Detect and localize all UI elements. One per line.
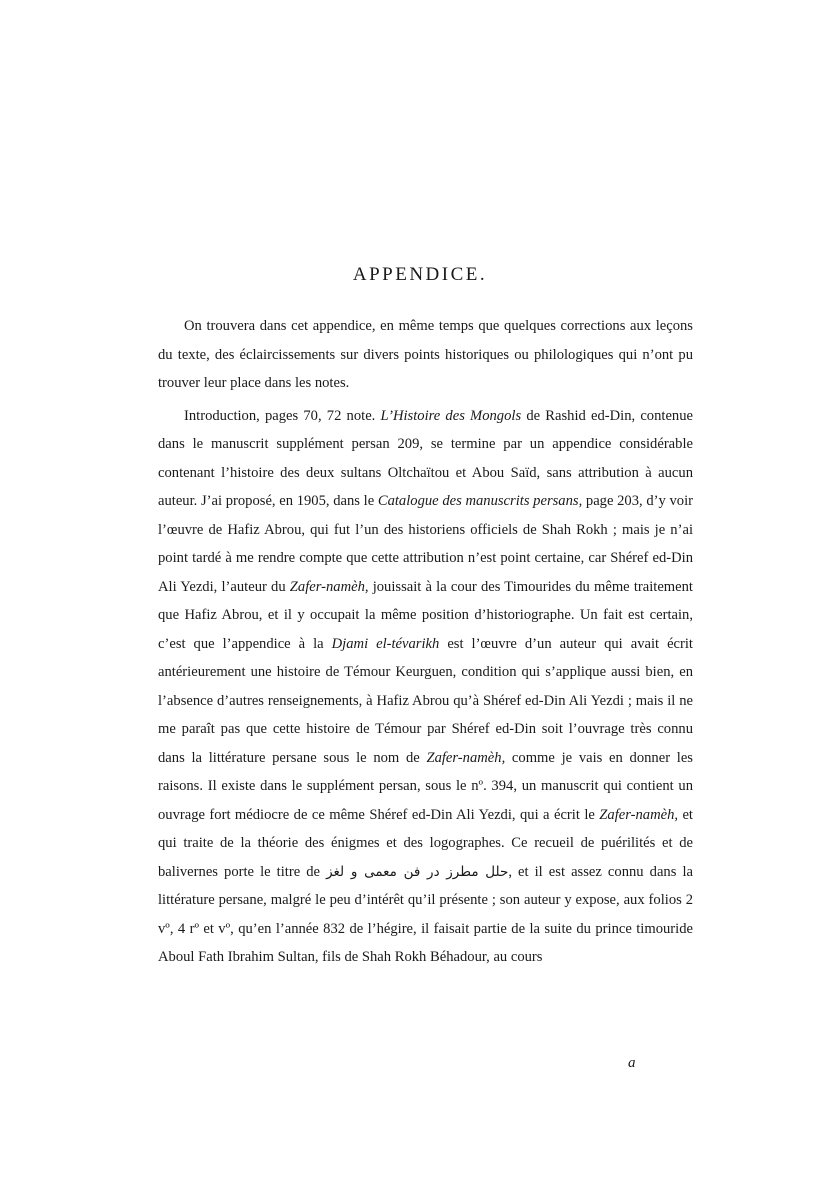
- text-segment: , et il est assez connu dans la littérature persane, malgré le peu d’intérêt qu’il présente ; son auteur y expose, aux folios 2 vº, 4 rº et vº, qu’en l’année 832 de l’hégire, il faisait partie de la suite du prince timouride Aboul Fath Ibrahim Sultan, fils de Shah Rokh Béhadour, au cours: [158, 863, 694, 965]
- text-segment: est l’œuvre d’un auteur qui avait écrit antérieurement une histoire de Témour Keurguen, condition qui s’applique aussi bien, en l’absence d’autres renseignements, à Hafiz Abrou qu’à Shéref ed-Din Ali Yezdi ; mais il ne me paraît pas que cette histoire de Témour par Shéref ed-Din soit l’ouvrage très connu dans la littérature persane sous le nom de: [158, 635, 693, 766]
- arabic-title: حلل مطرز در فن معمى و لغز: [326, 863, 509, 880]
- text-segment: comme je vais en donner les raisons. Il existe dans le supplément persan, sous le nº. 394, un manuscrit qui contient un ouvrage fort médiocre de ce même Shéref ed-Din Ali Yezdi, qui a écrit le: [158, 749, 693, 823]
- text-segment: de Rashid ed-Din, contenue dans le manuscrit supplément persan 209, se termine par un appendice considérable contenant l’histoire des deux sultans Oltchaïtou et Abou Saïd, sans attribution à aucun auteur. J’ai proposé, en 1905, dans le: [158, 407, 694, 509]
- text-segment: jouissait à la cour des Timourides du même traitement que Hafiz Abrou, et il y occupait la même position d’historiographe. Un fait est certain, c’est que l’appendice à la: [158, 578, 693, 652]
- italic-title: Zafer-namèh,: [426, 749, 506, 766]
- italic-title: Catalogue des manuscrits persans,: [377, 493, 583, 509]
- paragraph-intro: On trouvera dans cet appendice, en même temps que quelques corrections aux leçons du texte, des éclaircissements sur divers points historiques ou philologiques qui n’ont pu trouver leur place dans les notes.: [158, 318, 693, 391]
- italic-title: Zafer-namèh,: [599, 806, 679, 823]
- text-segment: et qui traite de la théorie des énigmes et des logographes. Ce recueil de puérilités et de balivernes porte le titre de: [158, 806, 693, 880]
- italic-title: Zafer-namèh,: [289, 578, 369, 595]
- paragraph-introduction-note: [158, 402, 693, 972]
- signature-mark: a: [628, 1055, 636, 1071]
- body-text: [158, 312, 693, 972]
- text-segment: Introduction, pages 70, 72 note.: [184, 407, 381, 424]
- text-segment: page 203, d’y voir l’œuvre de Hafiz Abrou, qui fut l’un des historiens officiels de Shah Rokh ; mais je n’ai point tardé à me rendre compte que cette attribution n’est point certaine, car Shéref ed-Din Ali Yezdi, l’auteur du: [158, 493, 693, 595]
- italic-title: L’Histoire des Mongols: [380, 407, 522, 424]
- page-title: APPENDICE.: [352, 264, 488, 285]
- italic-title: Djami el-tévarikh: [331, 635, 440, 652]
